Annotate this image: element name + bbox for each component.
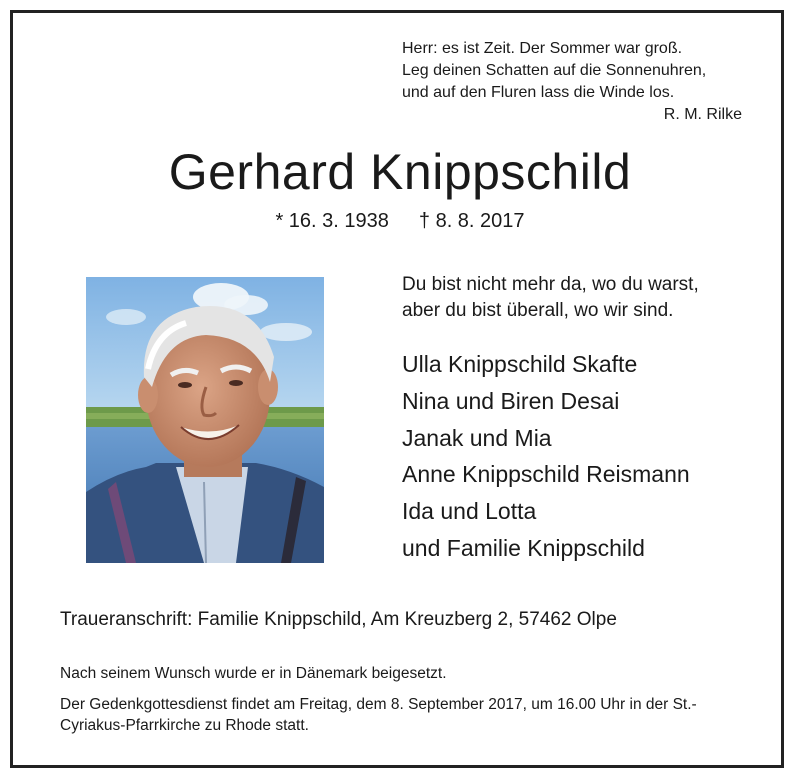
service-note: Der Gedenkgottesdienst findet am Freitag, dem 8. September 2017, um 16.00 Uhr in der St.-Cyriakus-Pfarrkirche zu Rhode statt. xyxy=(60,696,697,734)
life-dates xyxy=(0,208,800,234)
burial-note: Nach seinem Wunsch wurde er in Dänemark beigesetzt. xyxy=(60,665,447,682)
mourning-address: Traueranschrift: Familie Knippschild, Am Kreuzberg 2, 57462 Olpe xyxy=(60,609,617,630)
poem-line: Leg deinen Schatten auf die Sonnenuhren, xyxy=(402,62,707,79)
birth-date: * 16. 3. 1938 xyxy=(275,210,389,232)
verse-quote xyxy=(402,272,762,324)
mourner-name: Ida und Lotta xyxy=(402,498,537,525)
portrait-photo-icon xyxy=(86,277,324,563)
mourners-list xyxy=(402,346,782,567)
mourner-name: Nina und Biren Desai xyxy=(402,387,620,414)
mourner-name: und Familie Knippschild xyxy=(402,534,645,561)
verse-line: aber du bist überall, wo wir sind. xyxy=(402,300,674,321)
poem-author: R. M. Rilke xyxy=(663,106,742,123)
poem-line: und auf den Fluren lass die Winde los. xyxy=(402,84,675,101)
mourner-name: Janak und Mia xyxy=(402,424,552,451)
mourner-name: Ulla Knippschild Skafte xyxy=(402,351,638,377)
poem-quote xyxy=(402,38,742,126)
death-date: † 8. 8. 2017 xyxy=(418,210,525,232)
verse-line: Du bist nicht mehr da, wo du warst, xyxy=(402,274,699,295)
deceased-name: Gerhard Knippschild xyxy=(168,144,632,200)
poem-line: Herr: es ist Zeit. Der Sommer war groß. xyxy=(402,40,683,57)
mourner-name: Anne Knippschild Reismann xyxy=(402,461,690,488)
